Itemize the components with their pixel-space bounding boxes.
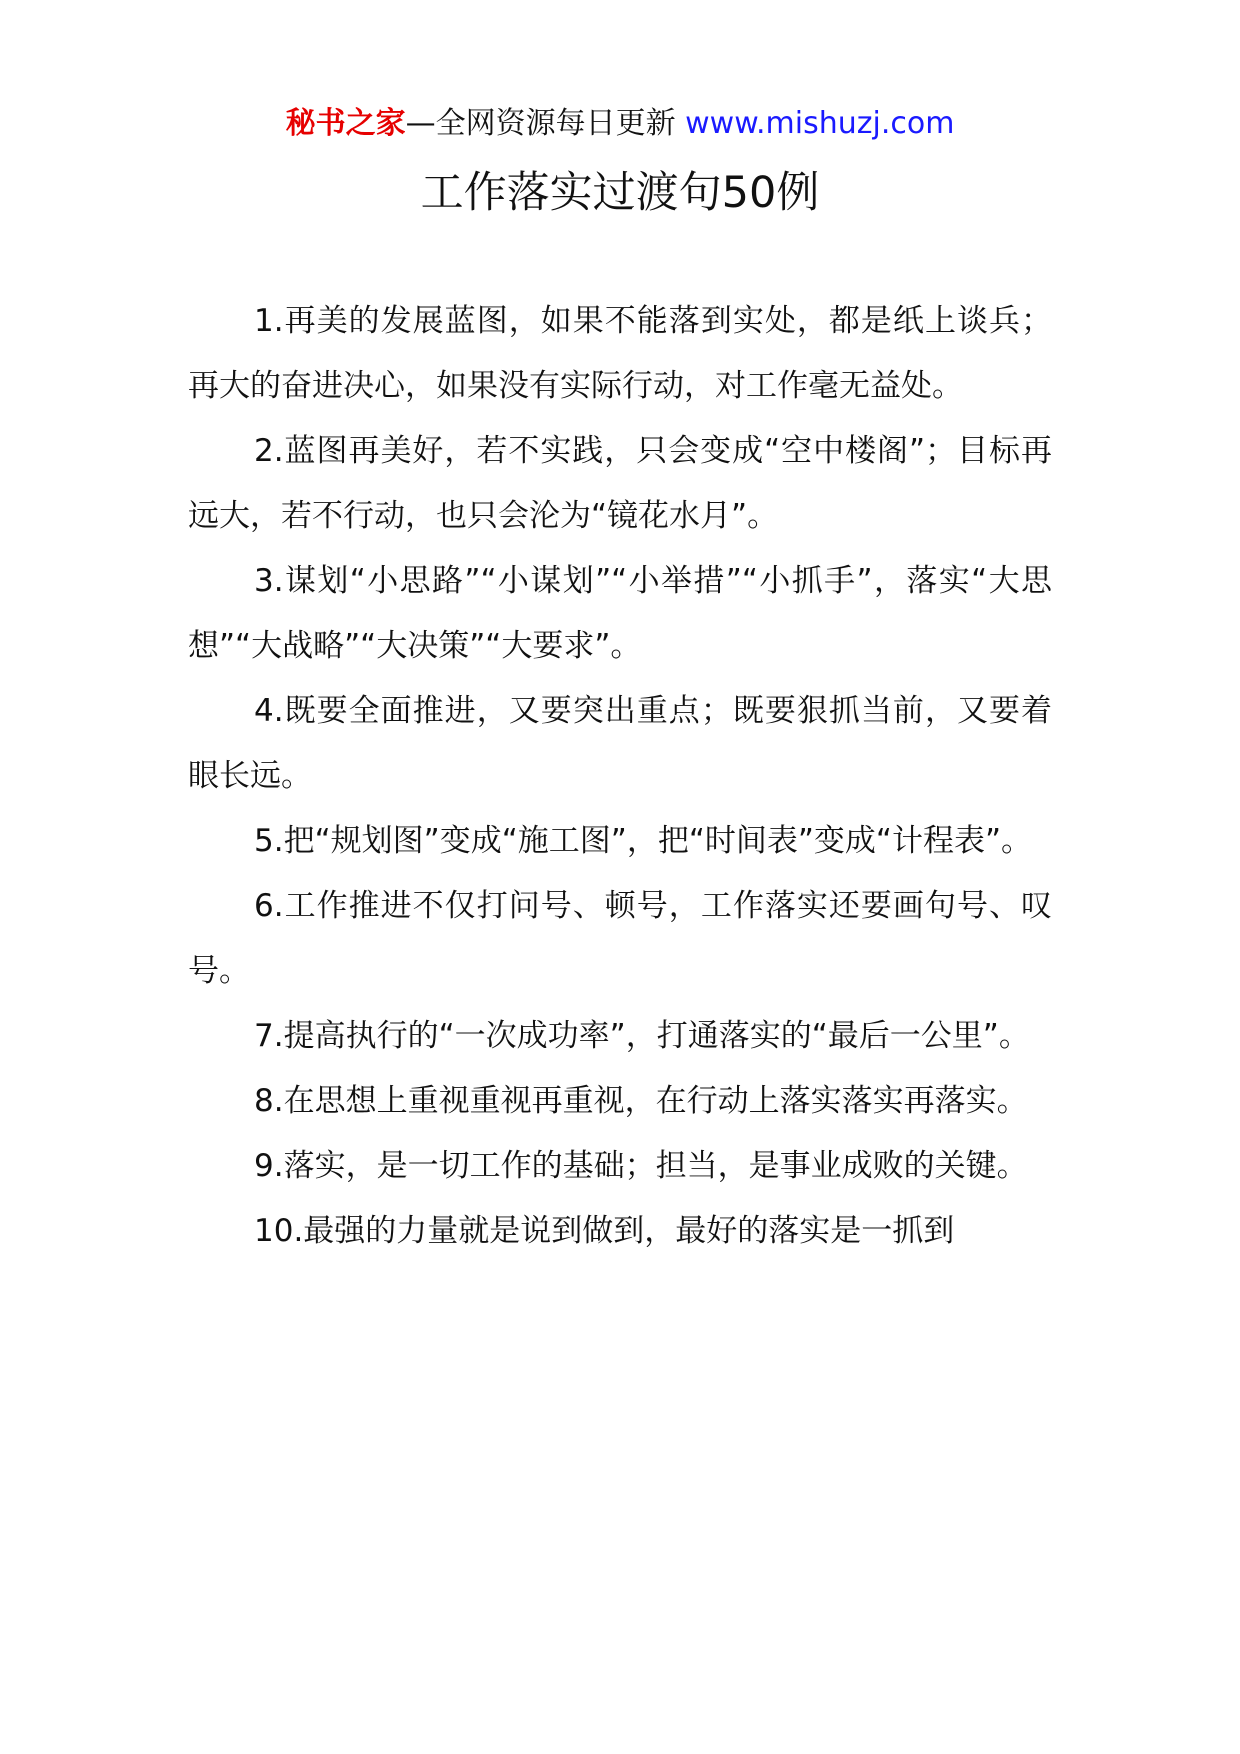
paragraph-9: 9.落实，是一切工作的基础；担当，是事业成败的关键。 <box>254 1148 1028 1184</box>
document-title: 工作落实过渡句50例 <box>420 168 820 218</box>
paragraph-3: 3.谋划“小思路”“小谋划”“小举措”“小抓手”，落实“大思想”“大战略”“大决策”“大要求”。 <box>188 563 1052 664</box>
paragraph-2: 2.蓝图再美好，若不实践，只会变成“空中楼阁”；目标再远大，若不行动，也只会沦为“镜花水月”。 <box>188 433 1052 534</box>
paragraph-10: 10.最强的力量就是说到做到，最好的落实是一抓到 <box>254 1213 955 1249</box>
site-url[interactable]: www.mishuzj.com <box>685 106 955 141</box>
site-header <box>0 102 1240 146</box>
paragraph-8: 8.在思想上重视重视再重视，在行动上落实落实再落实。 <box>254 1083 1028 1119</box>
paragraph-4: 4.既要全面推进，又要突出重点；既要狠抓当前，又要着眼长远。 <box>188 693 1052 794</box>
document-body <box>188 289 1052 1264</box>
paragraph-7: 7.提高执行的“一次成功率”，打通落实的“最后一公里”。 <box>254 1018 1030 1054</box>
paragraph-1: 1.再美的发展蓝图，如果不能落到实处，都是纸上谈兵；再大的奋进决心，如果没有实际行动，对工作毫无益处。 <box>188 303 1052 404</box>
paragraph-5: 5.把“规划图”变成“施工图”，把“时间表”变成“计程表”。 <box>254 823 1033 859</box>
header-tagline: —全网资源每日更新 <box>405 106 686 141</box>
brand-name: 秘书之家 <box>285 106 406 141</box>
paragraph-6: 6.工作推进不仅打问号、顿号，工作落实还要画句号、叹号。 <box>188 888 1052 989</box>
